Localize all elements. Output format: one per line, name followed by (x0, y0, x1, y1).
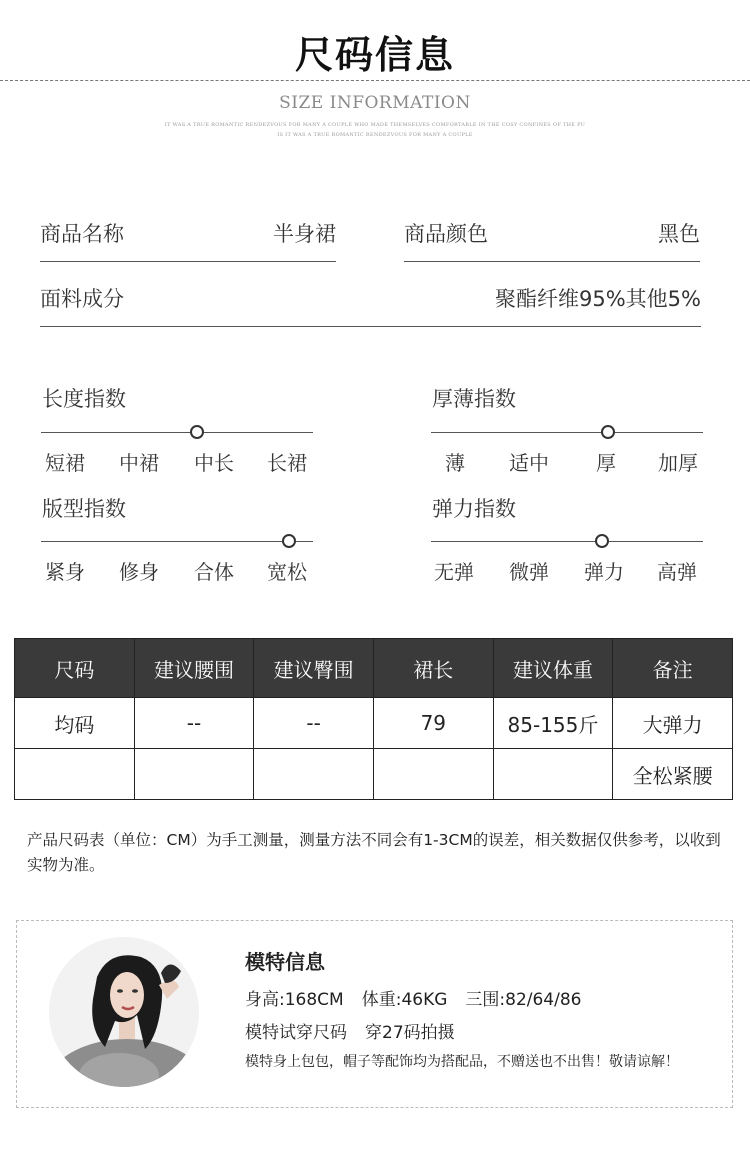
measurement-note: 产品尺码表（单位：CM）为手工测量，测量方法不同会有1-3CM的误差，相关数据仅供参考，以收到实物为准。 (27, 831, 721, 874)
product-color-value: 黑色 (658, 222, 700, 246)
scale-track (41, 432, 313, 433)
fit-index-title: 版型指数 (42, 497, 126, 521)
scale-option: 无弹 (434, 560, 474, 584)
fabric-row (40, 283, 701, 329)
length-index-title: 长度指数 (42, 387, 126, 411)
model-info-title: 模特信息 (245, 950, 325, 974)
size-table (14, 638, 733, 800)
table-cell: 大弹力 (613, 698, 733, 749)
length-index-scale (41, 432, 313, 492)
column-header: 备注 (613, 639, 733, 698)
decorative-caption-2: IS IT WAS A TRUE ROMANTIC RENDEZVOUS FOR MANY A COUPLE (277, 132, 473, 138)
scale-track (431, 541, 703, 542)
scale-option: 高弹 (657, 560, 697, 584)
scale-track (41, 541, 313, 542)
fit-index-scale (41, 541, 313, 601)
elasticity-index-title: 弹力指数 (432, 497, 516, 521)
model-size-value: 穿27码拍摄 (365, 1023, 455, 1043)
row-divider (40, 326, 701, 327)
scale-option: 微弹 (509, 560, 549, 584)
model-photo-illustration (49, 937, 199, 1087)
scale-option: 加厚 (658, 451, 698, 475)
elasticity-index-scale (431, 541, 703, 601)
scale-option: 中裙 (119, 451, 159, 475)
model-weight: 体重:46KG (361, 990, 448, 1010)
scale-indicator (595, 534, 609, 548)
product-name-row (40, 218, 336, 264)
table-cell (493, 749, 613, 800)
scale-option: 适中 (509, 451, 549, 475)
scale-option: 长裙 (267, 451, 307, 475)
scale-indicator (190, 425, 204, 439)
thickness-index-scale (431, 432, 703, 492)
fabric-label: 面料成分 (40, 287, 124, 311)
table-cell: -- (134, 698, 254, 749)
scale-option: 短裙 (45, 451, 85, 475)
scale-track (431, 432, 703, 433)
column-header: 建议体重 (493, 639, 613, 698)
table-cell (15, 749, 135, 800)
row-divider (404, 261, 700, 262)
scale-option: 合体 (194, 560, 234, 584)
column-header: 建议腰围 (134, 639, 254, 698)
scale-option: 厚 (596, 451, 616, 475)
fabric-value: 聚酯纤维95%其他5% (495, 287, 701, 311)
model-disclaimer: 模特身上包包，帽子等配饰均为搭配品，不赠送也不出售！敬请谅解！ (245, 1054, 679, 1070)
scale-indicator (601, 425, 615, 439)
table-row (15, 749, 733, 800)
scale-indicator (282, 534, 296, 548)
section-subtitle: SIZE INFORMATION (279, 93, 471, 113)
model-size-tried (245, 1018, 455, 1043)
scale-option: 宽松 (267, 560, 307, 584)
table-cell (134, 749, 254, 800)
scale-option: 修身 (119, 560, 159, 584)
decorative-caption-1: IT WAS A TRUE ROMANTIC RENDEZVOUS FOR MANY A COUPLE WHO MADE THEMSELVES COMFORTABLE IN THE COSY CONFINES OF THE PU (164, 122, 586, 128)
table-header-row (15, 639, 733, 698)
column-header: 建议臀围 (254, 639, 374, 698)
thickness-index-title: 厚薄指数 (432, 387, 516, 411)
column-header: 尺码 (15, 639, 135, 698)
column-header: 裙长 (373, 639, 493, 698)
page-title: 尺码信息 (294, 33, 455, 77)
table-row (15, 698, 733, 749)
dashed-divider (0, 80, 750, 81)
table-cell: -- (254, 698, 374, 749)
table-cell: 79 (373, 698, 493, 749)
product-name-value: 半身裙 (273, 222, 336, 246)
model-avatar (49, 937, 199, 1087)
product-name-label: 商品名称 (40, 222, 124, 246)
model-size-label: 模特试穿尺码 (245, 1023, 347, 1043)
scale-option: 薄 (445, 451, 465, 475)
scale-option: 弹力 (584, 560, 624, 584)
product-color-label: 商品颜色 (404, 222, 488, 246)
table-cell: 全松紧腰 (613, 749, 733, 800)
table-cell (373, 749, 493, 800)
scale-option: 紧身 (45, 560, 85, 584)
table-cell: 均码 (15, 698, 135, 749)
model-body-measurements: 三围:82/64/86 (465, 990, 582, 1010)
scale-option: 中长 (194, 451, 234, 475)
row-divider (40, 261, 336, 262)
table-cell (254, 749, 374, 800)
model-height: 身高:168CM (245, 990, 344, 1010)
table-cell: 85-155斤 (493, 698, 613, 749)
product-color-row (404, 218, 700, 264)
model-measurements (245, 985, 581, 1010)
